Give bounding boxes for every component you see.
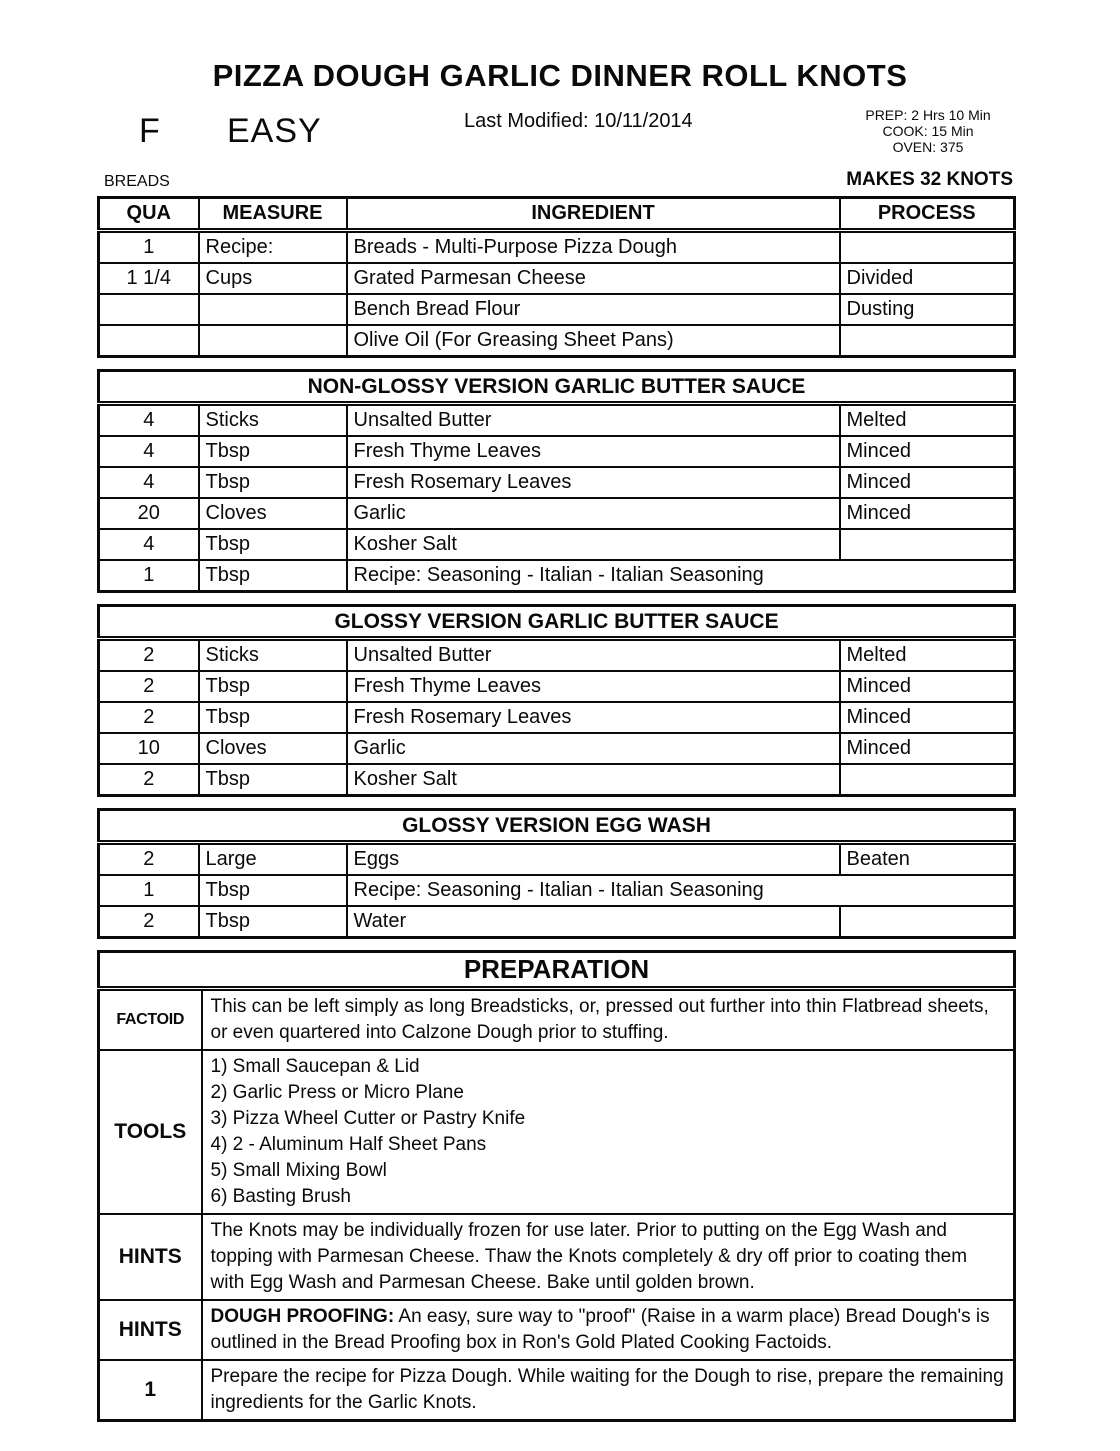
measure-cell: Tbsp [199,560,347,592]
page-title: PIZZA DOUGH GARLIC DINNER ROLL KNOTS [212,58,908,93]
ingredient-cell: Breads - Multi-Purpose Pizza Dough [347,231,840,264]
ingredient-cell: Fresh Rosemary Leaves [347,467,840,498]
column-header: PROCESS [840,198,1015,231]
ingredient-cell: Unsalted Butter [347,639,840,672]
preparation-title: PREPARATION [99,952,1015,989]
qua-cell: 2 [99,906,199,938]
measure-cell: Cloves [199,733,347,764]
preparation-table [97,950,1016,1422]
cook-time-label: COOK: 15 Min [882,123,974,139]
qua-cell: 20 [99,498,199,529]
qua-cell: 10 [99,733,199,764]
ingredient-cell: Unsalted Butter [347,404,840,437]
ingredient-cell: Water [347,906,840,938]
table-row [99,875,1015,906]
tool-line: 1) Small Saucepan & Lid [210,1056,420,1077]
process-cell: Melted [840,404,1015,437]
row-label: 1 [99,1360,202,1421]
measure-cell: Sticks [199,639,347,672]
row-content [202,1050,1015,1214]
measure-cell: Large [199,843,347,876]
section-title: GLOSSY VERSION GARLIC BUTTER SAUCE [99,606,1015,639]
qua-cell: 4 [99,404,199,437]
table-row [99,989,1015,1051]
qua-cell: 2 [99,843,199,876]
table-row [99,1214,1015,1300]
prep-time-label: PREP: 2 Hrs 10 Min [865,107,991,123]
table-row [99,671,1015,702]
table-row [99,560,1015,592]
table-row [99,843,1015,876]
grade-letter: F [139,112,160,150]
ingredient-table [97,196,1016,358]
ingredient-cell: Bench Bread Flour [347,294,840,325]
qua-cell: 2 [99,639,199,672]
process-cell: Minced [840,671,1015,702]
section-title: GLOSSY VERSION EGG WASH [99,810,1015,843]
process-cell: Minced [840,467,1015,498]
bold-prefix: DOUGH PROOFING: [210,1306,395,1327]
section-title-row [99,371,1015,404]
measure-cell: Tbsp [199,906,347,938]
qua-cell: 1 [99,560,199,592]
process-cell [840,231,1015,264]
process-cell [840,764,1015,796]
qua-cell: 4 [99,467,199,498]
difficulty-label: EASY [227,112,322,150]
section-title-row [99,810,1015,843]
yield-label: MAKES 32 KNOTS [846,169,1013,190]
qua-cell [99,294,199,325]
qua-cell: 2 [99,671,199,702]
timing-block [838,107,1018,155]
measure-cell: Cloves [199,498,347,529]
column-header: QUA [99,198,199,231]
table-row [99,1050,1015,1214]
tool-line: 4) 2 - Aluminum Half Sheet Pans [210,1134,487,1155]
ingredient-cell: Fresh Rosemary Leaves [347,702,840,733]
measure-cell: Cups [199,263,347,294]
table-row [99,498,1015,529]
table-row [99,1300,1015,1360]
ingredient-cell: Kosher Salt [347,764,840,796]
ingredient-cell: Eggs [347,843,840,876]
ingredient-cell: Fresh Thyme Leaves [347,671,840,702]
table-row [99,764,1015,796]
tool-line: 5) Small Mixing Bowl [210,1160,387,1181]
table-row [99,294,1015,325]
row-content: The Knots may be individually frozen for use later. Prior to putting on the Egg Wash and topping with Parmesan Cheese. Thaw the Knots completely & dry off prior to coating them with Egg Wash and Parmesan Cheese. Bake until golden brown. [202,1214,1015,1300]
table-row [99,231,1015,264]
measure-cell [199,325,347,357]
ingredient-cell: Grated Parmesan Cheese [347,263,840,294]
column-header-row [99,198,1015,231]
qua-cell: 1 [99,231,199,264]
measure-cell: Tbsp [199,467,347,498]
row-label: HINTS [99,1214,202,1300]
ingredient-cell: Recipe: Seasoning - Italian - Italian Seasoning [347,875,1015,906]
last-modified-label: Last Modified: 10/11/2014 [464,110,693,132]
qua-cell [99,325,199,357]
table-row [99,529,1015,560]
measure-cell: Tbsp [199,671,347,702]
section-title: NON-GLOSSY VERSION GARLIC BUTTER SAUCE [99,371,1015,404]
measure-cell [199,294,347,325]
ingredient-cell: Recipe: Seasoning - Italian - Italian Seasoning [347,560,1015,592]
section-title-row [99,952,1015,989]
process-cell [840,906,1015,938]
qua-cell: 2 [99,764,199,796]
qua-cell: 1 [99,875,199,906]
process-cell [840,529,1015,560]
process-cell: Minced [840,733,1015,764]
process-cell: Minced [840,702,1015,733]
oven-temp-label: OVEN: 375 [892,139,964,155]
table-row [99,325,1015,357]
measure-cell: Tbsp [199,436,347,467]
measure-cell: Tbsp [199,764,347,796]
row-label: FACTOID [99,989,202,1051]
category-label: BREADS [104,173,170,190]
table-row [99,436,1015,467]
process-cell: Dusting [840,294,1015,325]
qua-cell: 4 [99,436,199,467]
row-content: DOUGH PROOFING: An easy, sure way to "proof" (Raise in a warm place) Bread Dough's is outlined in the Bread Proofing box in Ron's Gold Plated Cooking Factoids. [202,1300,1015,1360]
column-header: INGREDIENT [347,198,840,231]
ingredient-cell: Olive Oil (For Greasing Sheet Pans) [347,325,840,357]
table-row [99,467,1015,498]
measure-cell: Tbsp [199,875,347,906]
ingredient-table [97,808,1016,939]
table-row [99,404,1015,437]
table-row [99,263,1015,294]
tables-container [97,196,1013,1433]
measure-cell: Sticks [199,404,347,437]
column-header: MEASURE [199,198,347,231]
row-content: Prepare the recipe for Pizza Dough. While waiting for the Dough to rise, prepare the remaining ingredients for the Garlic Knots. [202,1360,1015,1421]
table-row [99,639,1015,672]
tool-line: 2) Garlic Press or Micro Plane [210,1082,464,1103]
tool-line: 6) Basting Brush [210,1186,351,1207]
process-cell: Melted [840,639,1015,672]
process-cell: Beaten [840,843,1015,876]
row-label: HINTS [99,1300,202,1360]
ingredient-cell: Garlic [347,733,840,764]
qua-cell: 4 [99,529,199,560]
table-row [99,702,1015,733]
qua-cell: 1 1/4 [99,263,199,294]
ingredient-cell: Garlic [347,498,840,529]
process-cell: Minced [840,498,1015,529]
measure-cell: Tbsp [199,529,347,560]
ingredient-table [97,604,1016,797]
process-cell [840,325,1015,357]
table-row [99,906,1015,938]
tool-line: 3) Pizza Wheel Cutter or Pastry Knife [210,1108,526,1129]
table-row [99,733,1015,764]
row-label: TOOLS [99,1050,202,1214]
row-content: This can be left simply as long Breadsticks, or, pressed out further into thin Flatbread sheets, or even quartered into Calzone Dough prior to stuffing. [202,989,1015,1051]
table-row [99,1360,1015,1421]
measure-cell: Recipe: [199,231,347,264]
section-title-row [99,606,1015,639]
ingredient-table [97,369,1016,593]
ingredient-cell: Fresh Thyme Leaves [347,436,840,467]
qua-cell: 2 [99,702,199,733]
ingredient-cell: Kosher Salt [347,529,840,560]
process-cell: Divided [840,263,1015,294]
process-cell: Minced [840,436,1015,467]
measure-cell: Tbsp [199,702,347,733]
